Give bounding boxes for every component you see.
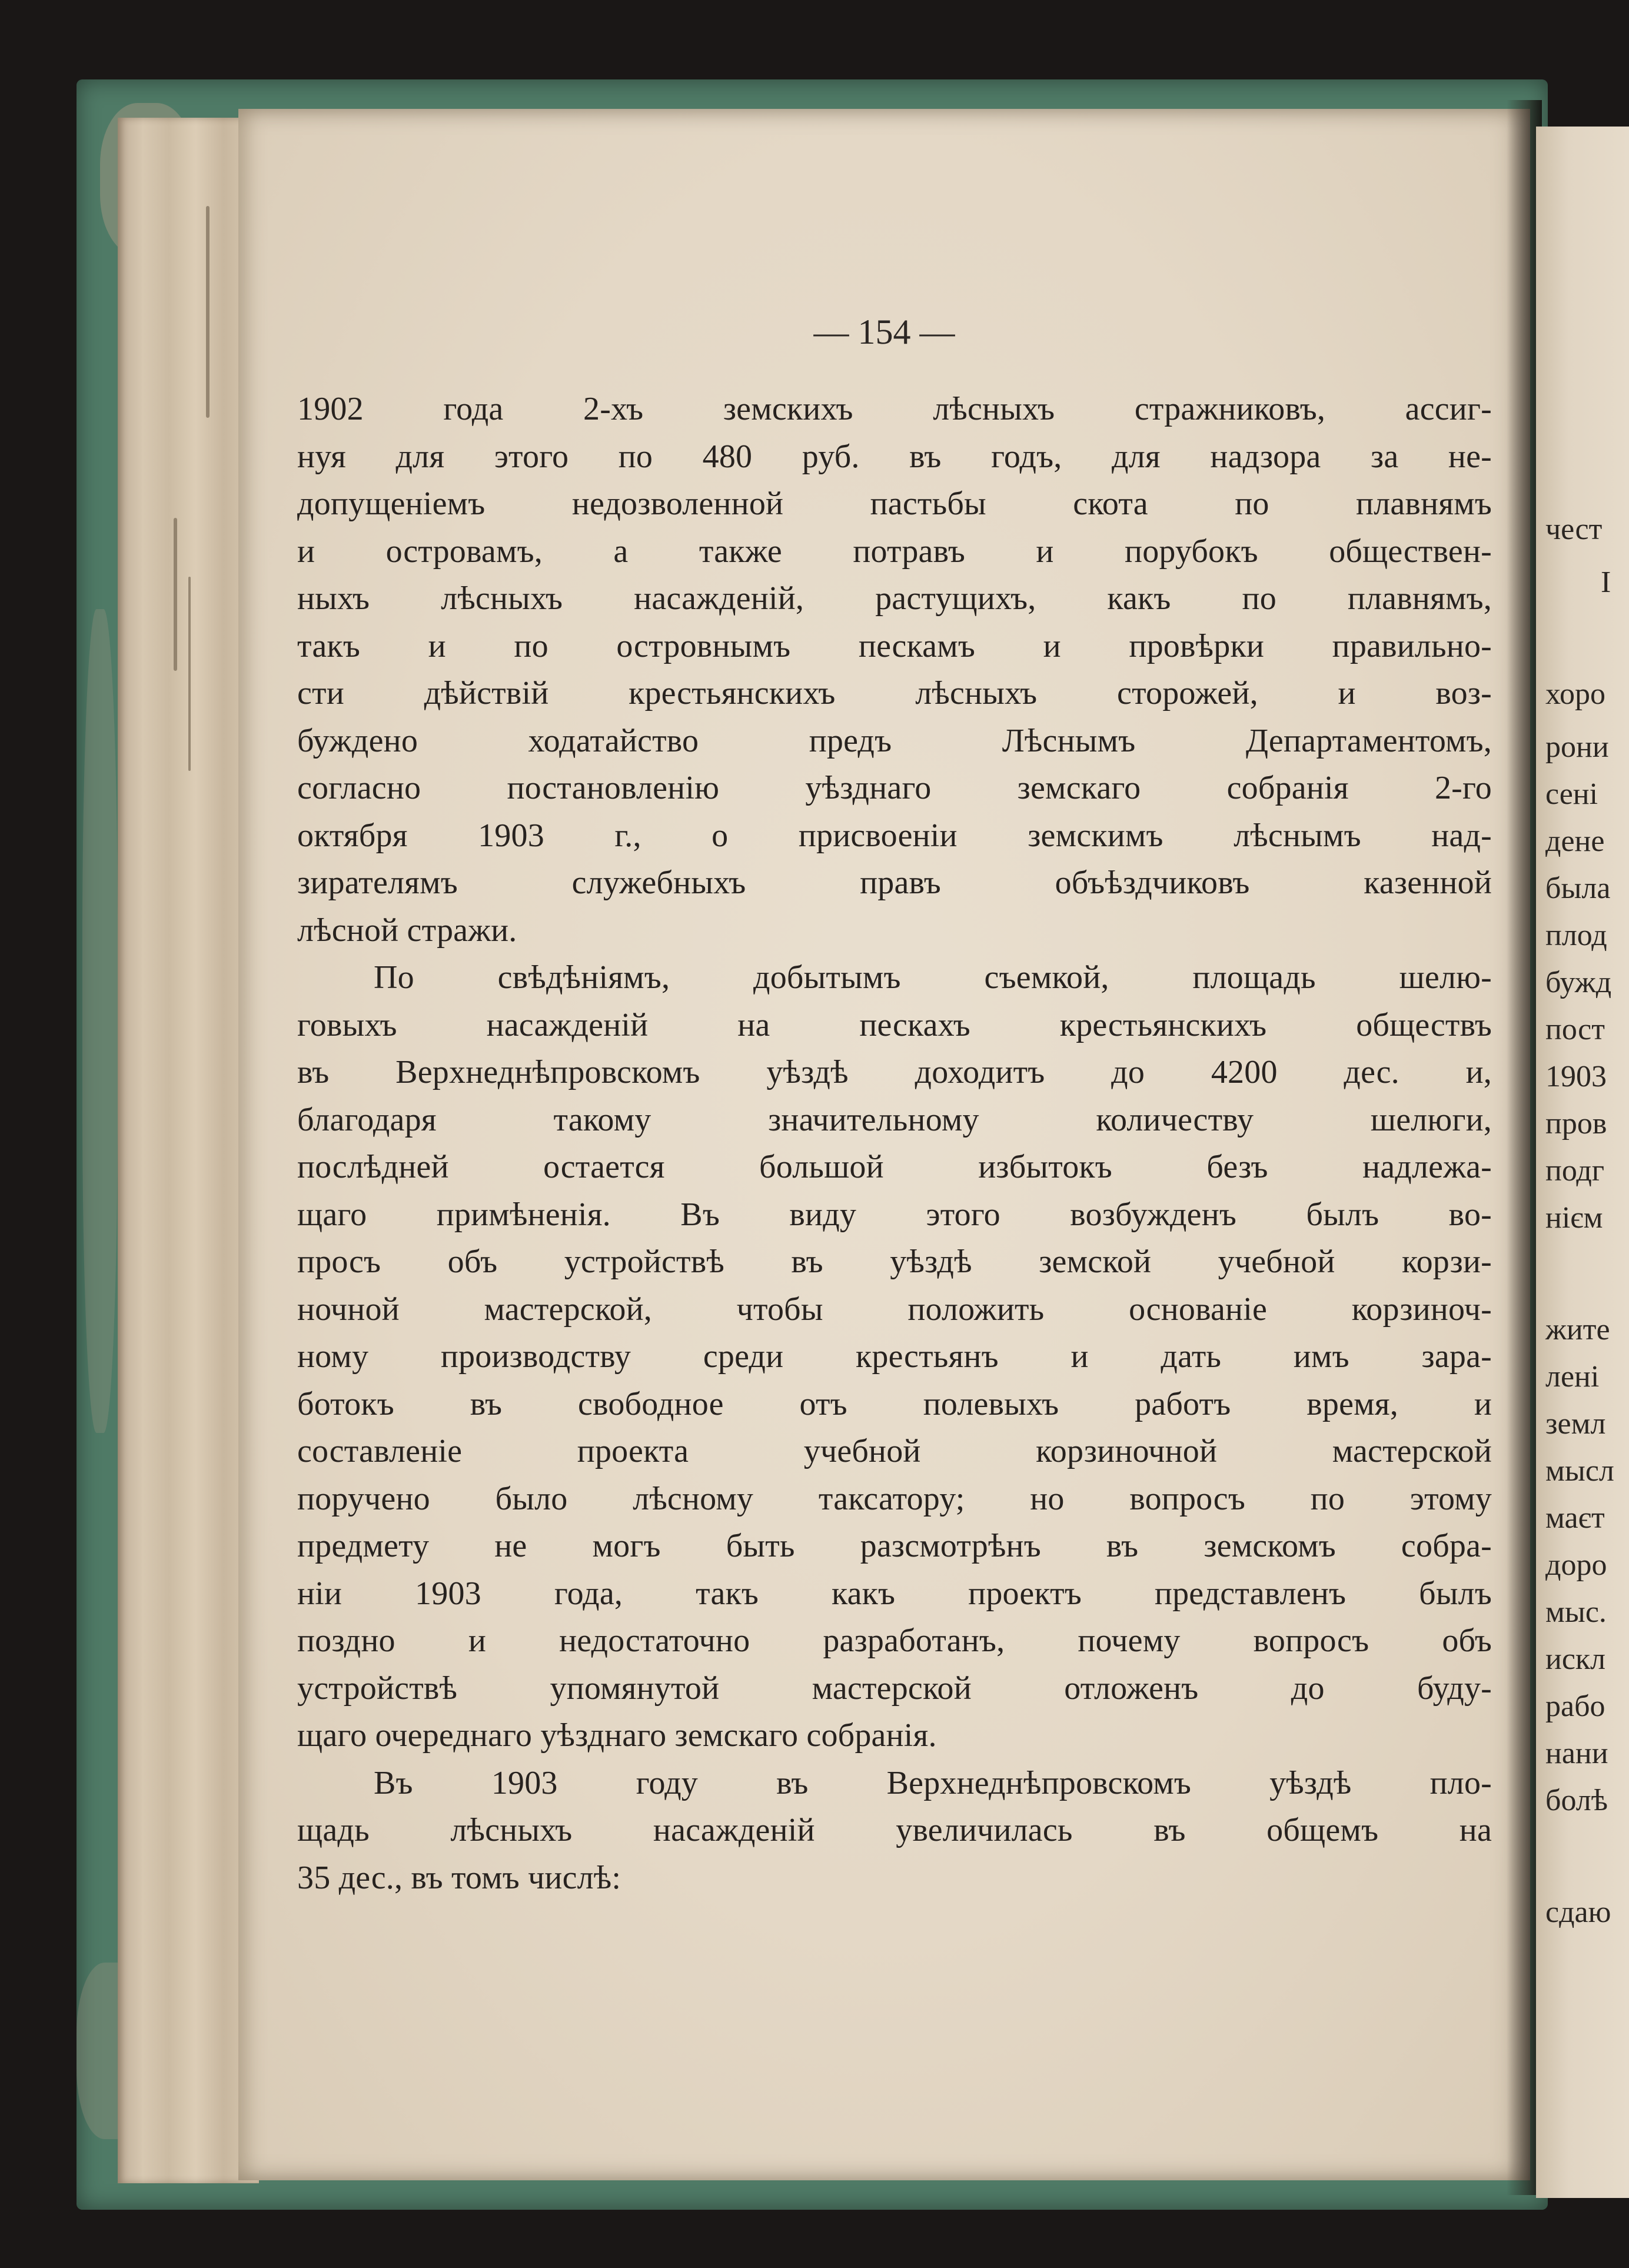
- text-line: составленіе проекта учебной корзиночной мастерской: [297, 1433, 1492, 1469]
- binding-thread: [206, 206, 210, 418]
- text-line: допущеніемъ недозволенной пастьбы скота по плавнямъ: [297, 485, 1492, 522]
- text-line: нуя для этого по 480 руб. въ годъ, для надзора за не-: [297, 438, 1492, 475]
- facing-page-text-fragment: пост: [1545, 1013, 1605, 1046]
- facing-page-fragment: [1536, 127, 1629, 2198]
- text-line: щаго очереднаго уѣзднаго земскаго собранія.: [297, 1717, 937, 1754]
- page-text: [297, 385, 1492, 1901]
- text-line: и островамъ, а также потравъ и порубокъ обществен-: [297, 533, 1492, 570]
- facing-page-text-fragment: I: [1601, 566, 1611, 599]
- facing-page-text-fragment: искл: [1545, 1642, 1606, 1676]
- facing-page-text-fragment: рабо: [1545, 1690, 1605, 1723]
- text-line: сти дѣйствій крестьянскихъ лѣсныхъ сторожей, и воз-: [297, 675, 1492, 711]
- text-line: 35 дес., въ томъ числѣ:: [297, 1859, 621, 1896]
- text-line: ніи 1903 года, такъ какъ проектъ представленъ былъ: [297, 1575, 1492, 1612]
- cover-wear-spot: [82, 609, 118, 1433]
- text-line: просъ объ устройствѣ въ уѣздѣ земской учебной корзи-: [297, 1243, 1492, 1280]
- text-line: такъ и по островнымъ пескамъ и провѣрки правильно-: [297, 627, 1492, 664]
- text-line: устройствѣ упомянутой мастерской отложенъ до буду-: [297, 1670, 1492, 1707]
- text-line: поручено было лѣсному таксатору; но вопросъ по этому: [297, 1480, 1492, 1517]
- text-line: ныхъ лѣсныхъ насажденій, растущихъ, какъ по плавнямъ,: [297, 580, 1492, 617]
- facing-page-text-fragment: 1903: [1545, 1060, 1607, 1093]
- text-line: буждено ходатайство предъ Лѣснымъ Департаментомъ,: [297, 722, 1492, 759]
- text-line: Въ 1903 году въ Верхнеднѣпровскомъ уѣздѣ пло-: [374, 1764, 1492, 1801]
- facing-page-text-fragment: жите: [1545, 1313, 1610, 1346]
- facing-page-text-fragment: доро: [1545, 1548, 1607, 1582]
- facing-page-text-fragment: рони: [1545, 730, 1609, 764]
- facing-page-text-fragment: подг: [1545, 1154, 1605, 1188]
- text-line: щаго примѣненія. Въ виду этого возбужденъ былъ во-: [297, 1196, 1492, 1233]
- text-line: согласно постановленію уѣзднаго земскаго собранія 2-го: [297, 770, 1492, 806]
- text-line: говыхъ насажденій на пескахъ крестьянскихъ обществъ: [297, 1006, 1492, 1043]
- facing-page-text-fragment: земл: [1545, 1407, 1606, 1441]
- facing-page-text-fragment: плод: [1545, 919, 1607, 952]
- text-line: По свѣдѣніямъ, добытымъ съемкой, площадь шелю-: [374, 959, 1492, 996]
- facing-page-text-fragment: сені: [1545, 777, 1598, 811]
- facing-page-text-fragment: нани: [1545, 1737, 1608, 1770]
- facing-page-text-fragment: дене: [1545, 824, 1605, 858]
- text-line: поздно и недостаточно разработанъ, почему вопросъ объ: [297, 1622, 1492, 1659]
- text-line: благодаря такому значительному количеству шелюги,: [297, 1101, 1492, 1138]
- text-line: октября 1903 г., о присвоеніи земскимъ лѣснымъ над-: [297, 817, 1492, 854]
- facing-page-text-fragment: маєт: [1545, 1501, 1605, 1535]
- facing-page-text-fragment: мысл: [1545, 1454, 1614, 1488]
- page-number: — 154 —: [813, 312, 955, 351]
- text-line: ному производству среди крестьянъ и дать имъ зара-: [297, 1338, 1492, 1375]
- text-line: послѣдней остается большой избытокъ безъ надлежа-: [297, 1149, 1492, 1185]
- facing-page-text-fragment: нієм: [1545, 1201, 1603, 1235]
- text-line: ботокъ въ свободное отъ полевыхъ работъ время, и: [297, 1385, 1492, 1422]
- text-line: ночной мастерской, чтобы положить основаніе корзиноч-: [297, 1291, 1492, 1328]
- text-line: 1902 года 2-хъ земскихъ лѣсныхъ стражниковъ, ассиг-: [297, 391, 1492, 427]
- facing-page-text-fragment: была: [1545, 872, 1611, 905]
- text-line: предмету не могъ быть разсмотрѣнъ въ земскомъ собра-: [297, 1528, 1492, 1564]
- page-edges: [118, 118, 259, 2183]
- facing-page-text-fragment: сдаю: [1545, 1895, 1611, 1929]
- text-line: щадь лѣсныхъ насажденій увеличилась въ общемъ на: [297, 1812, 1492, 1848]
- facing-page-text-fragment: болѣ: [1545, 1784, 1608, 1817]
- facing-page-text-fragment: хоро: [1545, 677, 1606, 711]
- text-line: лѣсной стражи.: [297, 912, 517, 949]
- facing-page-text-fragment: лені: [1545, 1360, 1600, 1394]
- facing-page-text-fragment: бужд: [1545, 966, 1612, 999]
- binding-thread: [188, 577, 191, 771]
- text-line: зирателямъ служебныхъ правъ объѣздчиковъ казенной: [297, 864, 1492, 901]
- binding-thread: [174, 518, 177, 671]
- facing-page-text-fragment: мыс.: [1545, 1595, 1607, 1629]
- text-line: въ Верхнеднѣпровскомъ уѣздѣ доходитъ до 4200 дес. и,: [297, 1054, 1492, 1090]
- facing-page-text-fragment: пров: [1545, 1107, 1607, 1140]
- facing-page-text-fragment: чест: [1545, 513, 1603, 546]
